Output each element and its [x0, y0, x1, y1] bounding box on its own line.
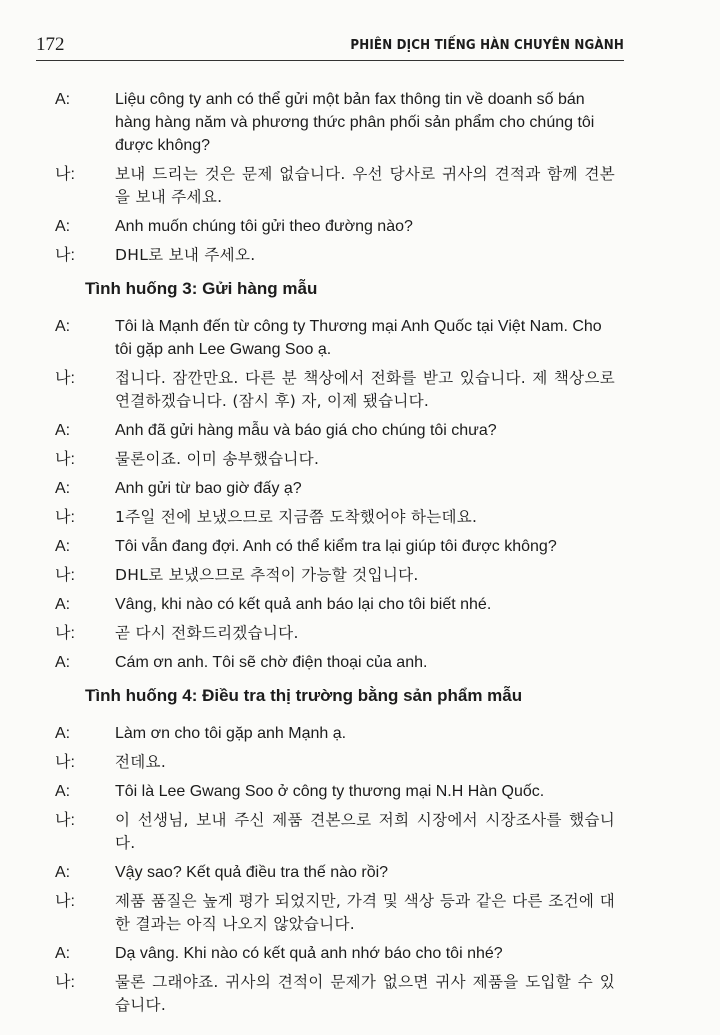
dialogue-line [55, 722, 615, 745]
speaker-label: A: [55, 480, 71, 497]
dialogue-line [55, 651, 615, 674]
dialogue-text: Liệu công ty anh có thể gửi một bản fax thông tin về doanh số bán hàng hàng năm và phương thức phân phối sản phẩm cho chúng tôi được không? [115, 91, 595, 154]
speaker-label: A: [55, 91, 71, 108]
dialogue-text: 물론 그래야죠. 귀사의 견적이 문제가 없으면 귀사 제품을 도입할 수 있습니다. [115, 973, 615, 1014]
dialogue-line [55, 244, 615, 267]
dialogue-text: Dạ vâng. Khi nào có kết quả anh nhớ báo cho tôi nhé? [115, 945, 503, 962]
dialogue-line [55, 942, 615, 965]
dialogue-text: Anh đã gửi hàng mẫu và báo giá cho chúng tôi chưa? [115, 422, 497, 439]
dialogue-line [55, 215, 615, 238]
speaker-label: A: [55, 318, 71, 335]
speaker-label: 나: [55, 754, 75, 771]
dialogue-line [55, 564, 615, 587]
speaker-label: A: [55, 596, 71, 613]
dialogue-line [55, 809, 615, 855]
dialogue-text: Anh muốn chúng tôi gửi theo đường nào? [115, 218, 413, 235]
situation-3-dialogue [55, 315, 615, 674]
dialogue-line [55, 780, 615, 803]
dialogue-line [55, 88, 615, 157]
situation-3-heading: Tình huống 3: Gửi hàng mẫu [85, 279, 318, 298]
speaker-label: 나: [55, 812, 75, 829]
dialogue-text: Vậy sao? Kết quả điều tra thế nào rồi? [115, 864, 389, 881]
intro-dialogue [55, 88, 615, 267]
page-number: 172 [36, 34, 65, 55]
speaker-label: A: [55, 783, 71, 800]
speaker-label: 나: [55, 166, 75, 183]
dialogue-line [55, 861, 615, 884]
dialogue-line [55, 890, 615, 936]
dialogue-text: 보내 드리는 것은 문제 없습니다. 우선 당사로 귀사의 견적과 함께 견본을 보내 주세요. [115, 165, 615, 206]
page-header [36, 30, 624, 61]
speaker-label: A: [55, 538, 71, 555]
dialogue-text: 1주일 전에 보냈으므로 지금쯤 도착했어야 하는데요. [115, 508, 478, 526]
speaker-label: 나: [55, 567, 75, 584]
dialogue-text: 곧 다시 전화드리겠습니다. [115, 624, 299, 642]
dialogue-line [55, 506, 615, 529]
dialogue-line [55, 163, 615, 209]
dialogue-text: Tôi vẫn đang đợi. Anh có thể kiểm tra lại giúp tôi được không? [115, 538, 557, 555]
speaker-label: 나: [55, 974, 75, 991]
speaker-label: A: [55, 218, 71, 235]
dialogue-text: 이 선생님, 보내 주신 제품 견본으로 저희 시장에서 시장조사를 했습니다. [115, 811, 615, 852]
dialogue-text: 전데요. [115, 753, 167, 771]
situation-4-heading: Tình huống 4: Điều tra thị trường bằng sản phẩm mẫu [85, 686, 523, 705]
dialogue-line [55, 751, 615, 774]
speaker-label: A: [55, 945, 71, 962]
dialogue-line [55, 622, 615, 645]
dialogue-text: 접니다. 잠깐만요. 다른 분 책상에서 전화를 받고 있습니다. 제 책상으로 연결하겠습니다. (잠시 후) 자, 이제 됐습니다. [115, 369, 615, 410]
dialogue-line [55, 535, 615, 558]
dialogue-text: Tôi là Lee Gwang Soo ở công ty thương mại N.H Hàn Quốc. [115, 783, 545, 800]
running-title: PHIÊN DỊCH TIẾNG HÀN CHUYÊN NGÀNH [350, 37, 624, 53]
speaker-label: A: [55, 654, 71, 671]
speaker-label: 나: [55, 451, 75, 468]
dialogue-line [55, 477, 615, 500]
speaker-label: A: [55, 864, 71, 881]
dialogue-text: DHL로 보냈으므로 추적이 가능할 것입니다. [115, 566, 419, 584]
dialogue-line [55, 315, 615, 361]
speaker-label: A: [55, 422, 71, 439]
dialogue-text: DHL로 보내 주세오. [115, 246, 256, 264]
dialogue-text: Làm ơn cho tôi gặp anh Mạnh ạ. [115, 725, 347, 742]
dialogue-text: Anh gửi từ bao giờ đấy ạ? [115, 480, 302, 497]
dialogue-text: Tôi là Mạnh đến từ công ty Thương mại Anh Quốc tại Việt Nam. Cho tôi gặp anh Lee Gwang Soo ạ. [115, 318, 602, 358]
speaker-label: 나: [55, 509, 75, 526]
dialogue-text: 제품 품질은 높게 평가 되었지만, 가격 및 색상 등과 같은 다른 조건에 대한 결과는 아직 나오지 않았습니다. [115, 892, 615, 933]
speaker-label: 나: [55, 625, 75, 642]
dialogue-line [55, 448, 615, 471]
dialogue-line [55, 367, 615, 413]
speaker-label: 나: [55, 370, 75, 387]
dialogue-text: Cám ơn anh. Tôi sẽ chờ điện thoại của anh. [115, 654, 428, 671]
dialogue-content [55, 88, 615, 1023]
dialogue-line [55, 971, 615, 1017]
speaker-label: 나: [55, 893, 75, 910]
dialogue-line [55, 593, 615, 616]
dialogue-line [55, 419, 615, 442]
dialogue-text: Vâng, khi nào có kết quả anh báo lại cho tôi biết nhé. [115, 596, 492, 613]
speaker-label: 나: [55, 247, 75, 264]
speaker-label: A: [55, 725, 71, 742]
situation-4-dialogue [55, 722, 615, 1017]
dialogue-text: 물론이죠. 이미 송부했습니다. [115, 450, 320, 468]
